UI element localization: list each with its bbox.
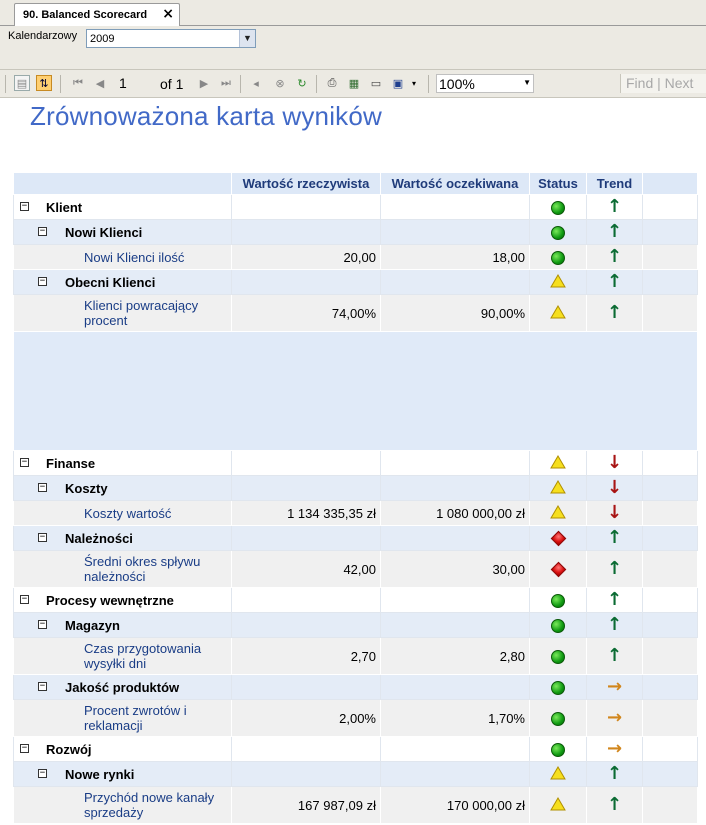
find-link[interactable]: Find: [626, 75, 654, 91]
collapse-minus-icon[interactable]: −: [39, 276, 46, 286]
target-value-cell: [381, 195, 530, 220]
empty-cell: [643, 700, 698, 737]
header-name-cell: [14, 173, 232, 195]
empty-cell: [643, 588, 698, 613]
next-page-icon[interactable]: ▶: [199, 76, 209, 90]
status-green-circle-icon: [551, 594, 565, 608]
zoom-value: 100%: [439, 76, 475, 92]
status-yellow-triangle-icon: [550, 480, 566, 497]
collapse-minus-icon[interactable]: −: [39, 482, 46, 492]
empty-cell: [643, 195, 698, 220]
trend-up-arrow-icon: ↑: [606, 271, 623, 292]
row-name-label: Procent zwrotów i reklamacji: [84, 703, 187, 733]
page-setup-icon[interactable]: ▭: [370, 76, 382, 90]
trend-cell: [587, 526, 643, 551]
last-page-icon[interactable]: ⏭: [221, 76, 231, 89]
row-name-label[interactable]: Klient: [46, 199, 83, 215]
current-page-input[interactable]: 1: [119, 75, 127, 91]
actual-value-cell: 2,70: [232, 638, 381, 675]
trend-right-arrow-icon: →: [606, 738, 623, 759]
status-cell: [530, 501, 587, 526]
trend-cell: [587, 787, 643, 824]
trend-cell: [587, 270, 643, 295]
trend-up-arrow-icon: ↑: [606, 246, 623, 267]
status-cell: [530, 613, 587, 638]
target-value-cell: [381, 588, 530, 613]
actual-value-cell: 20,00: [232, 245, 381, 270]
row-name-label[interactable]: Procesy wewnętrzne: [46, 592, 174, 608]
empty-cell: [643, 675, 698, 700]
parameters-toggle-icon[interactable]: ▤: [14, 75, 30, 91]
actual-value-cell: [232, 613, 381, 638]
trend-cell: [587, 476, 643, 501]
empty-cell: [643, 737, 698, 762]
status-cell: [530, 638, 587, 675]
trend-down-arrow-icon: ↓: [606, 502, 623, 523]
target-value-cell: 170 000,00 zł: [381, 787, 530, 824]
table-row: [14, 675, 698, 700]
status-green-circle-icon: [551, 226, 565, 240]
scorecard-table: [13, 172, 698, 824]
find-controls: [620, 74, 706, 93]
trend-cell: [587, 762, 643, 787]
actual-value-cell: [232, 476, 381, 501]
print-layout-icon[interactable]: ▦: [348, 76, 360, 90]
target-value-cell: [381, 675, 530, 700]
header-actual: Wartość rzeczywista: [232, 173, 381, 195]
empty-cell: [643, 245, 698, 270]
trend-up-arrow-icon: ↑: [606, 527, 623, 548]
refresh-icon[interactable]: ↻: [297, 76, 307, 90]
row-name-cell: [14, 613, 232, 638]
empty-cell: [643, 787, 698, 824]
status-yellow-triangle-icon: [550, 305, 566, 322]
trend-cell: [587, 551, 643, 588]
empty-cell: [643, 762, 698, 787]
row-name-cell: [14, 270, 232, 295]
stop-icon[interactable]: ⊗: [275, 76, 285, 90]
empty-cell: [643, 270, 698, 295]
empty-cell: [643, 501, 698, 526]
previous-page-icon[interactable]: ◀: [95, 76, 105, 90]
zoom-select[interactable]: [436, 74, 534, 93]
collapse-minus-icon[interactable]: −: [21, 457, 28, 467]
actual-value-cell: 167 987,09 zł: [232, 787, 381, 824]
row-name-cell: [14, 195, 232, 220]
empty-cell: [643, 638, 698, 675]
row-name-label[interactable]: Magazyn: [65, 617, 120, 633]
parameter-bar: [0, 26, 706, 70]
toolbar-separator: [428, 75, 429, 93]
back-icon[interactable]: ◂: [253, 76, 259, 90]
status-green-circle-icon: [551, 650, 565, 664]
target-value-cell: 2,80: [381, 638, 530, 675]
collapse-minus-icon[interactable]: −: [21, 594, 28, 604]
row-name-label: Średni okres spływu należności: [84, 554, 201, 584]
status-cell: [530, 737, 587, 762]
status-cell: [530, 295, 587, 332]
trend-right-arrow-icon: →: [606, 676, 623, 697]
row-name-cell: [14, 476, 232, 501]
table-row: [14, 245, 698, 270]
status-green-circle-icon: [551, 712, 565, 726]
trend-up-arrow-icon: ↑: [606, 196, 623, 217]
target-value-cell: [381, 762, 530, 787]
status-green-circle-icon: [551, 743, 565, 757]
trend-cell: [587, 638, 643, 675]
collapse-minus-icon[interactable]: −: [39, 768, 46, 778]
row-name-label[interactable]: Nowi Klienci: [65, 224, 143, 240]
row-name-cell: [14, 787, 232, 824]
row-name-label[interactable]: Nowe rynki: [65, 766, 135, 782]
row-name-label[interactable]: Finanse: [46, 455, 96, 471]
status-cell: [530, 220, 587, 245]
table-row: [14, 551, 698, 588]
target-value-cell: [381, 451, 530, 476]
actual-value-cell: [232, 195, 381, 220]
table-row: [14, 195, 698, 220]
trend-cell: [587, 195, 643, 220]
empty-cell: [643, 451, 698, 476]
trend-cell: [587, 295, 643, 332]
of-text: of: [160, 76, 172, 92]
trend-up-arrow-icon: ↑: [606, 614, 623, 635]
target-value-cell: 18,00: [381, 245, 530, 270]
trend-cell: [587, 613, 643, 638]
close-tab-icon[interactable]: ×: [162, 6, 174, 22]
target-value-cell: [381, 737, 530, 762]
status-cell: [530, 551, 587, 588]
trend-up-arrow-icon: ↑: [606, 558, 623, 579]
empty-cell: [643, 526, 698, 551]
table-row: [14, 762, 698, 787]
calendar-year-value: 2009: [90, 33, 115, 45]
group-spacer-cell: [14, 332, 698, 451]
actual-value-cell: [232, 762, 381, 787]
trend-up-arrow-icon: ↑: [606, 763, 623, 784]
row-name-cell: [14, 700, 232, 737]
header-trend: Trend: [587, 173, 643, 195]
actual-value-cell: [232, 270, 381, 295]
actual-value-cell: [232, 737, 381, 762]
empty-cell: [643, 295, 698, 332]
status-cell: [530, 195, 587, 220]
tab-title: 90. Balanced Scorecard: [23, 9, 148, 21]
toolbar-grip: [5, 75, 6, 93]
status-cell: [530, 588, 587, 613]
page-of-label: [160, 76, 183, 92]
status-cell: [530, 476, 587, 501]
document-tab-strip: [0, 0, 706, 26]
status-cell: [530, 526, 587, 551]
actual-value-cell: [232, 588, 381, 613]
trend-up-arrow-icon: ↑: [606, 302, 623, 323]
row-name-label[interactable]: Obecni Klienci: [65, 274, 156, 290]
status-cell: [530, 675, 587, 700]
row-name-label: Czas przygotowania wysyłki dni: [84, 641, 202, 671]
collapse-minus-icon[interactable]: −: [21, 201, 28, 211]
table-row: [14, 295, 698, 332]
document-tab[interactable]: [14, 3, 180, 27]
table-row: [14, 737, 698, 762]
actual-value-cell: [232, 675, 381, 700]
export-dropdown-icon[interactable]: ▾: [411, 78, 416, 88]
status-cell: [530, 245, 587, 270]
row-name-cell: [14, 551, 232, 588]
status-green-circle-icon: [551, 681, 565, 695]
header-status: Status: [530, 173, 587, 195]
actual-value-cell: [232, 526, 381, 551]
actual-value-cell: 2,00%: [232, 700, 381, 737]
target-value-cell: [381, 476, 530, 501]
actual-value-cell: 1 134 335,35 zł: [232, 501, 381, 526]
table-row: [14, 220, 698, 245]
row-name-label[interactable]: Rozwój: [46, 741, 92, 757]
row-name-label: Nowi Klienci ilość: [84, 249, 185, 265]
calendar-year-select[interactable]: [86, 29, 256, 48]
status-yellow-triangle-icon: [550, 766, 566, 783]
row-name-cell: [14, 737, 232, 762]
row-name-cell: [14, 220, 232, 245]
empty-cell: [643, 220, 698, 245]
row-name-label: Klienci powracający procent: [84, 298, 199, 328]
row-name-label: Przychód nowe kanały sprzedaży: [84, 790, 215, 820]
table-row: [14, 501, 698, 526]
status-green-circle-icon: [551, 619, 565, 633]
actual-value-cell: 74,00%: [232, 295, 381, 332]
status-red-diamond-icon: [550, 531, 566, 547]
toolbar-separator: [240, 75, 241, 93]
header-target: Wartość oczekiwana: [381, 173, 530, 195]
target-value-cell: 1,70%: [381, 700, 530, 737]
status-cell: [530, 451, 587, 476]
collapse-minus-icon[interactable]: −: [21, 743, 28, 753]
trend-cell: [587, 700, 643, 737]
row-name-cell: [14, 501, 232, 526]
table-row: [14, 476, 698, 501]
table-header-row: [14, 173, 698, 195]
toolbar-separator: [316, 75, 317, 93]
trend-down-arrow-icon: ↓: [606, 452, 623, 473]
status-cell: [530, 787, 587, 824]
row-name-label[interactable]: Koszty: [65, 480, 108, 496]
collapse-minus-icon[interactable]: −: [39, 226, 46, 236]
row-name-label[interactable]: Jakość produktów: [65, 679, 180, 695]
trend-down-arrow-icon: ↓: [606, 477, 623, 498]
target-value-cell: [381, 613, 530, 638]
row-name-label[interactable]: Należności: [65, 530, 133, 546]
status-yellow-triangle-icon: [550, 274, 566, 291]
empty-cell: [643, 613, 698, 638]
status-cell: [530, 270, 587, 295]
status-yellow-triangle-icon: [550, 505, 566, 522]
status-yellow-triangle-icon: [550, 797, 566, 814]
row-name-cell: [14, 526, 232, 551]
report-toolbar: [0, 70, 706, 98]
target-value-cell: 1 080 000,00 zł: [381, 501, 530, 526]
print-icon[interactable]: ⎙: [327, 76, 337, 89]
trend-up-arrow-icon: ↑: [606, 589, 623, 610]
row-name-cell: [14, 675, 232, 700]
trend-up-arrow-icon: ↑: [606, 221, 623, 242]
row-name-cell: [14, 588, 232, 613]
trend-cell: [587, 737, 643, 762]
row-name-cell: [14, 638, 232, 675]
report-title: Zrównoważona karta wyników: [30, 101, 383, 131]
collapse-minus-icon[interactable]: −: [39, 681, 46, 691]
export-save-icon[interactable]: ▣: [392, 76, 404, 90]
status-green-circle-icon: [551, 201, 565, 215]
target-value-cell: [381, 270, 530, 295]
table-row: [14, 700, 698, 737]
status-green-circle-icon: [551, 251, 565, 265]
status-yellow-triangle-icon: [550, 455, 566, 472]
row-name-label: Koszty wartość: [84, 505, 172, 521]
row-name-cell: [14, 762, 232, 787]
toolbar-separator: [60, 75, 61, 93]
chevron-down-icon[interactable]: ▼: [523, 78, 531, 87]
status-cell: [530, 700, 587, 737]
table-row: [14, 588, 698, 613]
table-row: [14, 787, 698, 824]
trend-right-arrow-icon: →: [606, 707, 623, 728]
find-next-link[interactable]: Next: [664, 75, 694, 91]
find-separator: |: [657, 75, 661, 91]
actual-value-cell: [232, 451, 381, 476]
table-row: [14, 270, 698, 295]
collapse-minus-icon[interactable]: −: [39, 619, 46, 629]
trend-cell: [587, 588, 643, 613]
target-value-cell: [381, 526, 530, 551]
trend-cell: [587, 245, 643, 270]
calendar-param-label: Kalendarzowy: [8, 30, 78, 42]
trend-up-arrow-icon: ↑: [606, 794, 623, 815]
trend-cell: [587, 220, 643, 245]
actual-value-cell: 42,00: [232, 551, 381, 588]
target-value-cell: [381, 220, 530, 245]
target-value-cell: 90,00%: [381, 295, 530, 332]
group-spacer-row: [14, 332, 698, 451]
table-row: [14, 638, 698, 675]
first-page-icon[interactable]: ⏮: [73, 76, 83, 89]
empty-cell: [643, 551, 698, 588]
status-red-diamond-icon: [550, 562, 566, 578]
report-canvas: [0, 98, 706, 825]
document-map-icon[interactable]: ⇅: [36, 75, 52, 91]
row-name-cell: [14, 451, 232, 476]
empty-cell: [643, 476, 698, 501]
chevron-down-icon[interactable]: ▼: [239, 30, 255, 47]
row-name-cell: [14, 245, 232, 270]
actual-value-cell: [232, 220, 381, 245]
header-empty-cell: [643, 173, 698, 195]
table-row: [14, 451, 698, 476]
row-name-cell: [14, 295, 232, 332]
table-row: [14, 526, 698, 551]
trend-cell: [587, 451, 643, 476]
target-value-cell: 30,00: [381, 551, 530, 588]
status-cell: [530, 762, 587, 787]
trend-cell: [587, 675, 643, 700]
total-pages: 1: [175, 76, 184, 92]
trend-cell: [587, 501, 643, 526]
trend-up-arrow-icon: ↑: [606, 645, 623, 666]
collapse-minus-icon[interactable]: −: [39, 532, 46, 542]
table-row: [14, 613, 698, 638]
